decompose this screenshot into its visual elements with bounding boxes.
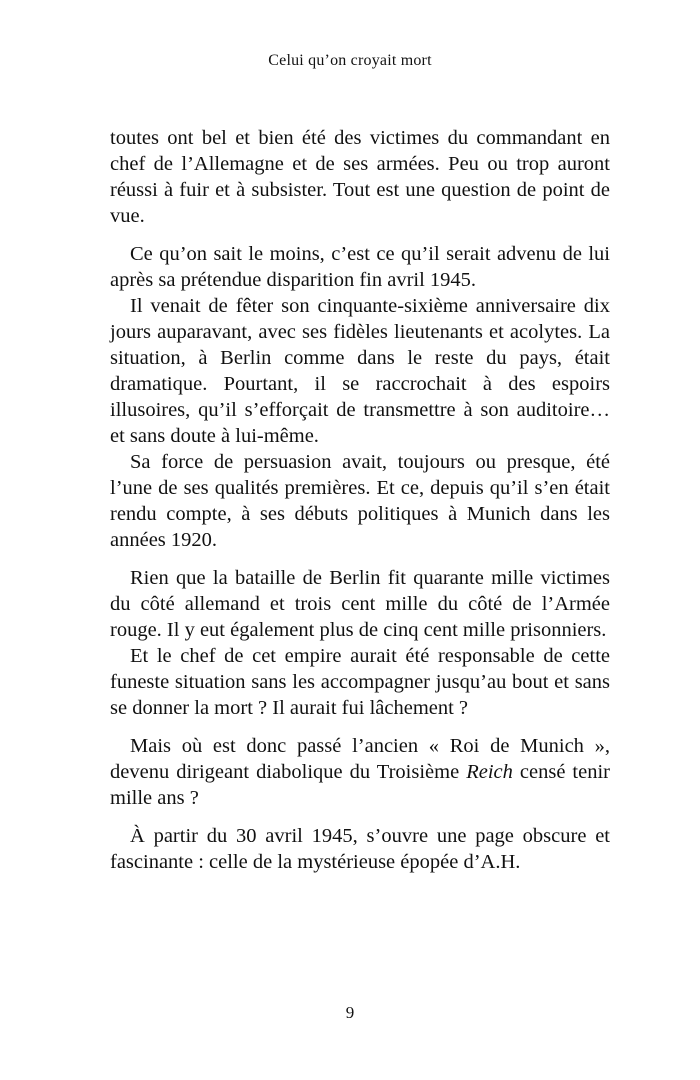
paragraph-4: Sa force de persuasion avait, toujours ou presque, été l’une de ses qualités premières. Et ce, depuis qu’il s’en était rendu compte, à ses débuts politiques à Munich dans les années 1920. [110, 451, 610, 551]
paragraph-7-text-end: censé tenir mille ans ? [110, 761, 610, 809]
paragraph-5: Rien que la bataille de Berlin fit quarante mille victimes du côté allemand et trois cent mille du côté de l’Armée rouge. Il y eut également plus de cinq cent mille prisonniers. [110, 567, 610, 641]
page-body [110, 125, 610, 875]
paragraph-8: À partir du 30 avril 1945, s’ouvre une page obscure et fascinante : celle de la mystérieuse épopée d’A.H. [110, 825, 610, 873]
paragraph-7 [110, 733, 610, 811]
paragraph-2: Ce qu’on sait le moins, c’est ce qu’il serait advenu de lui après sa prétendue disparition fin avril 1945. [110, 243, 610, 291]
running-header: Celui qu’on croyait mort [268, 52, 432, 69]
paragraph-6: Et le chef de cet empire aurait été responsable de cette funeste situation sans les accompagner jusqu’au bout et sans se donner la mort ? Il aurait fui lâchement ? [110, 645, 610, 719]
page-number: 9 [345, 1003, 355, 1022]
reich-italic: Reich [466, 761, 513, 783]
paragraph-7-text-start: Mais où est donc passé l’ancien « Roi de Munich », devenu dirigeant diabolique du Troisième [110, 735, 610, 783]
paragraph-1: toutes ont bel et bien été des victimes du commandant en chef de l’Allemagne et de ses armées. Peu ou trop auront réussi à fuir et à subsister. Tout est une question de point de vue. [110, 127, 610, 227]
paragraph-3: Il venait de fêter son cinquante-sixième anniversaire dix jours auparavant, avec ses fidèles lieutenants et acolytes. La situation, à Berlin comme dans le reste du pays, était dramatique. Pourtant, il se raccrochait à des espoirs illusoires, qu’il s’efforçait de transmettre à son auditoire… et sans doute à lui-même. [110, 295, 610, 447]
